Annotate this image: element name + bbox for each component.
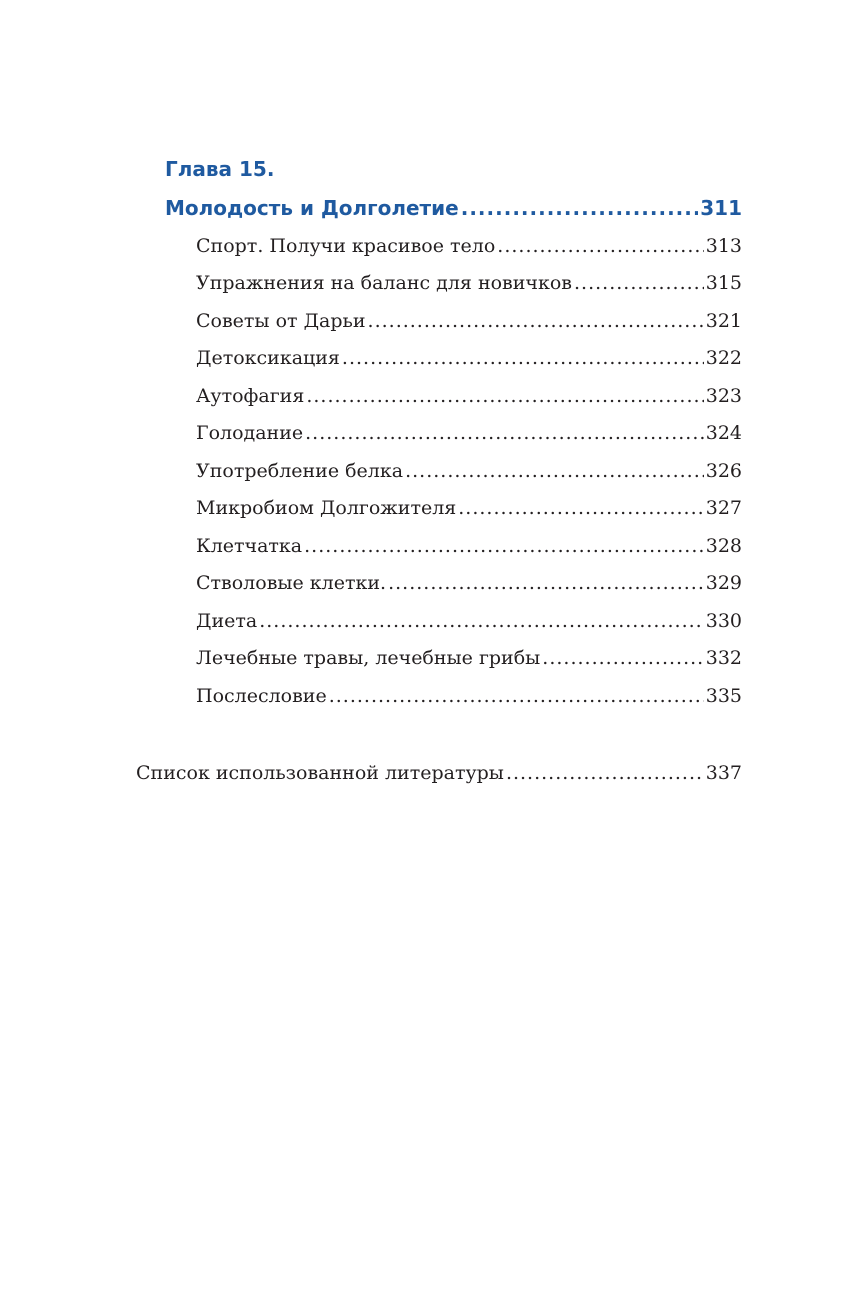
dot-leader: [506, 760, 704, 786]
dot-leader: [305, 420, 704, 446]
chapter-label: Глава 15.: [165, 157, 275, 181]
dot-leader: [329, 683, 704, 709]
toc-entry[interactable]: [196, 233, 742, 259]
toc-entry-title: Детоксикация: [196, 347, 340, 369]
dot-leader: [306, 383, 703, 409]
toc-entry-page: 313: [705, 235, 742, 257]
chapter-title: Молодость и Долголетие: [165, 196, 459, 220]
toc-entry-page: 327: [705, 497, 742, 519]
bibliography-entry[interactable]: [136, 760, 742, 786]
toc-entry[interactable]: [196, 533, 742, 559]
dot-leader: [304, 533, 704, 559]
toc-entry-title: Микробиом Долгожителя: [196, 497, 457, 519]
toc-entry[interactable]: [196, 308, 742, 334]
dot-leader: [458, 495, 703, 521]
toc-entry-page: 332: [705, 647, 742, 669]
dot-leader: [388, 570, 704, 596]
dot-leader: [259, 608, 704, 634]
toc-entry-page: 335: [705, 685, 742, 707]
toc-entry-page: 324: [705, 422, 742, 444]
toc-entry-title: Советы от Дарьи: [196, 310, 366, 332]
toc-entry-title: Голодание: [196, 422, 304, 444]
chapter-page-number: 311: [700, 196, 742, 220]
toc-entry-title: Аутофагия: [196, 385, 305, 407]
dot-leader: [461, 194, 699, 222]
dot-leader: [542, 645, 703, 671]
toc-entry-page: 315: [705, 272, 742, 294]
toc-entry[interactable]: [196, 420, 742, 446]
toc-entry-title: Лечебные травы, лечебные грибы: [196, 647, 541, 669]
toc-entry-page: 326: [705, 460, 742, 482]
toc-entry[interactable]: [196, 608, 742, 634]
toc-entry-page: 329: [705, 572, 742, 594]
dot-leader: [497, 233, 703, 259]
toc-entry[interactable]: [196, 345, 742, 371]
dot-leader: [368, 308, 704, 334]
toc-entry-title: Диета: [196, 610, 258, 632]
toc-entry-title: Употребление белка: [196, 460, 404, 482]
bibliography-title: Список использованной литературы: [136, 762, 504, 784]
toc-entry-page: 328: [705, 535, 742, 557]
toc-entry-title: Стволовые клетки.: [196, 572, 387, 594]
toc-entry-page: 322: [705, 347, 742, 369]
dot-leader: [405, 458, 704, 484]
toc-entry[interactable]: [196, 270, 742, 296]
toc-entry-page: 323: [705, 385, 742, 407]
toc-entry-title: Упражнения на баланс для новичков: [196, 272, 572, 294]
toc-entry[interactable]: [196, 570, 742, 596]
toc-entry[interactable]: [196, 683, 742, 709]
toc-entry-page: 321: [705, 310, 742, 332]
toc-entry-title: Спорт. Получи красивое тело: [196, 235, 496, 257]
chapter-title-entry[interactable]: [165, 194, 742, 222]
dot-leader: [574, 270, 704, 296]
toc-entry[interactable]: [196, 495, 742, 521]
toc-entry-title: Послесловие: [196, 685, 327, 707]
toc-entry[interactable]: [196, 458, 742, 484]
toc-entry-page: 330: [705, 610, 742, 632]
dot-leader: [342, 345, 704, 371]
bibliography-page: 337: [705, 762, 742, 784]
toc-entry-title: Клетчатка: [196, 535, 303, 557]
toc-entry[interactable]: [196, 383, 742, 409]
toc-entry[interactable]: [196, 645, 742, 671]
